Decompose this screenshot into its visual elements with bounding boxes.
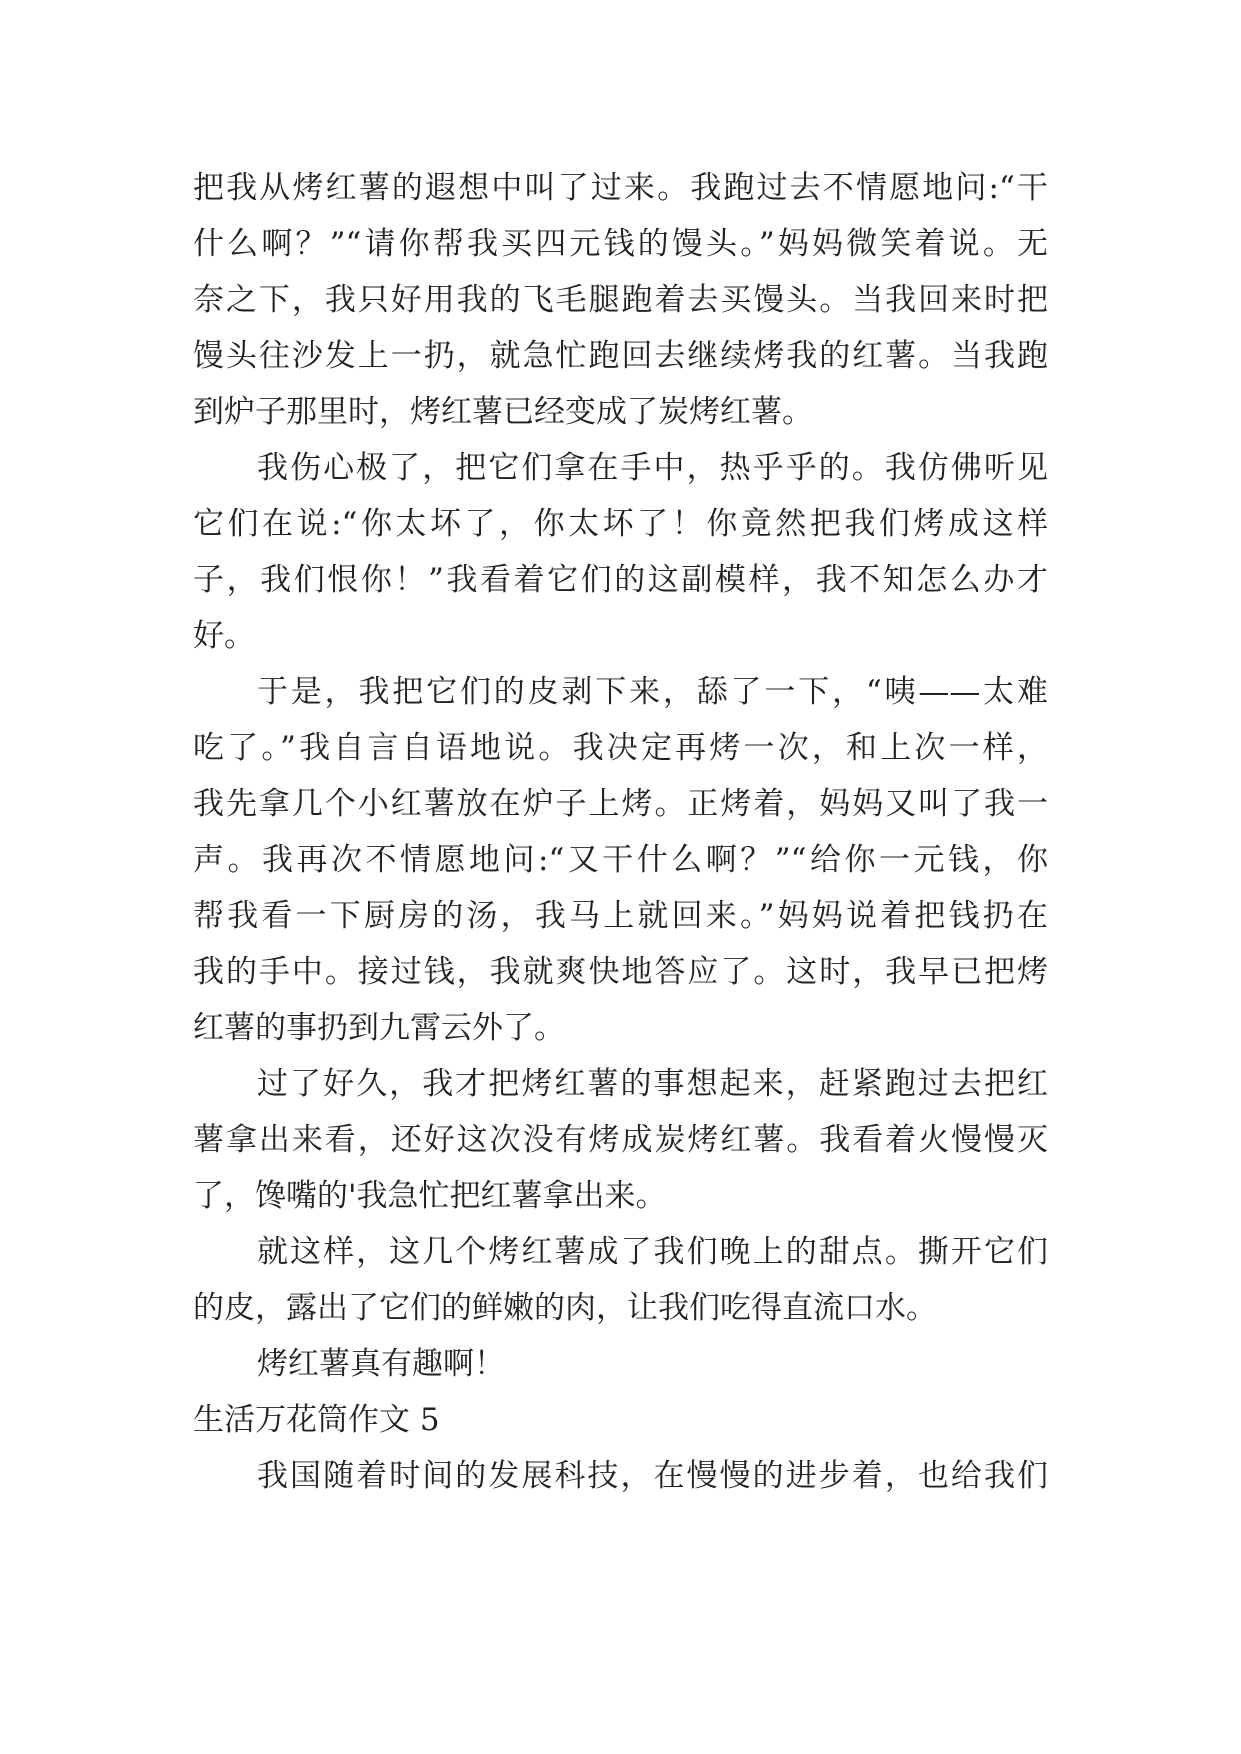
paragraph-first-line: 于是，我把它们的皮剥下来，舔了一下，“咦——太难: [257, 674, 1048, 710]
text-line: 子，我们恨你！”我看着它们的这副模样，我不知怎么办才: [193, 562, 1048, 598]
text-line: 到炉子那里时，烤红薯已经变成了炭烤红薯。: [193, 394, 813, 430]
text-line: 什么啊？”“请你帮我买四元钱的馒头。”妈妈微笑着说。无: [193, 226, 1048, 262]
text-line: 声。我再次不情愿地问:“又干什么啊？”“给你一元钱，你: [193, 842, 1048, 878]
section-heading: 生活万花筒作文 5: [193, 1402, 440, 1438]
text-line: 的皮，露出了它们的鲜嫩的肉，让我们吃得直流口水。: [193, 1290, 937, 1326]
text-line: 我先拿几个小红薯放在炉子上烤。正烤着，妈妈又叫了我一: [193, 786, 1048, 822]
text-line: 把我从烤红薯的遐想中叫了过来。我跑过去不情愿地问:“干: [193, 170, 1048, 206]
text-line: 好。: [193, 618, 255, 654]
paragraph-first-line: 过了好久，我才把烤红薯的事想起来，赶紧跑过去把红: [257, 1066, 1048, 1102]
document-body: [193, 160, 1048, 1504]
text-line: 薯拿出来看，还好这次没有烤成炭烤红薯。我看着火慢慢灭: [193, 1122, 1048, 1158]
paragraph-first-line: 烤红薯真有趣啊！: [257, 1346, 505, 1382]
paragraph-first-line: 就这样，这几个烤红薯成了我们晚上的甜点。撕开它们: [257, 1234, 1048, 1270]
paragraph-first-line: 我国随着时间的发展科技，在慢慢的进步着，也给我们: [257, 1458, 1048, 1494]
text-line: 红薯的事扔到九霄云外了。: [193, 1010, 565, 1046]
text-line: 吃了。”我自言自语地说。我决定再烤一次，和上次一样，: [193, 730, 1048, 766]
paragraph-first-line: 我伤心极了，把它们拿在手中，热乎乎的。我仿佛听见: [257, 450, 1048, 486]
text-line: 我的手中。接过钱，我就爽快地答应了。这时，我早已把烤: [193, 954, 1048, 990]
text-line: 馒头往沙发上一扔，就急忙跑回去继续烤我的红薯。当我跑: [193, 338, 1048, 374]
text-line: 帮我看一下厨房的汤，我马上就回来。”妈妈说着把钱扔在: [193, 898, 1048, 934]
text-line: 它们在说:“你太坏了，你太坏了！你竟然把我们烤成这样: [193, 506, 1048, 542]
text-line: 了，馋嘴的'我急忙把红薯拿出来。: [193, 1178, 667, 1214]
text-line: 奈之下，我只好用我的飞毛腿跑着去买馒头。当我回来时把: [193, 282, 1048, 318]
